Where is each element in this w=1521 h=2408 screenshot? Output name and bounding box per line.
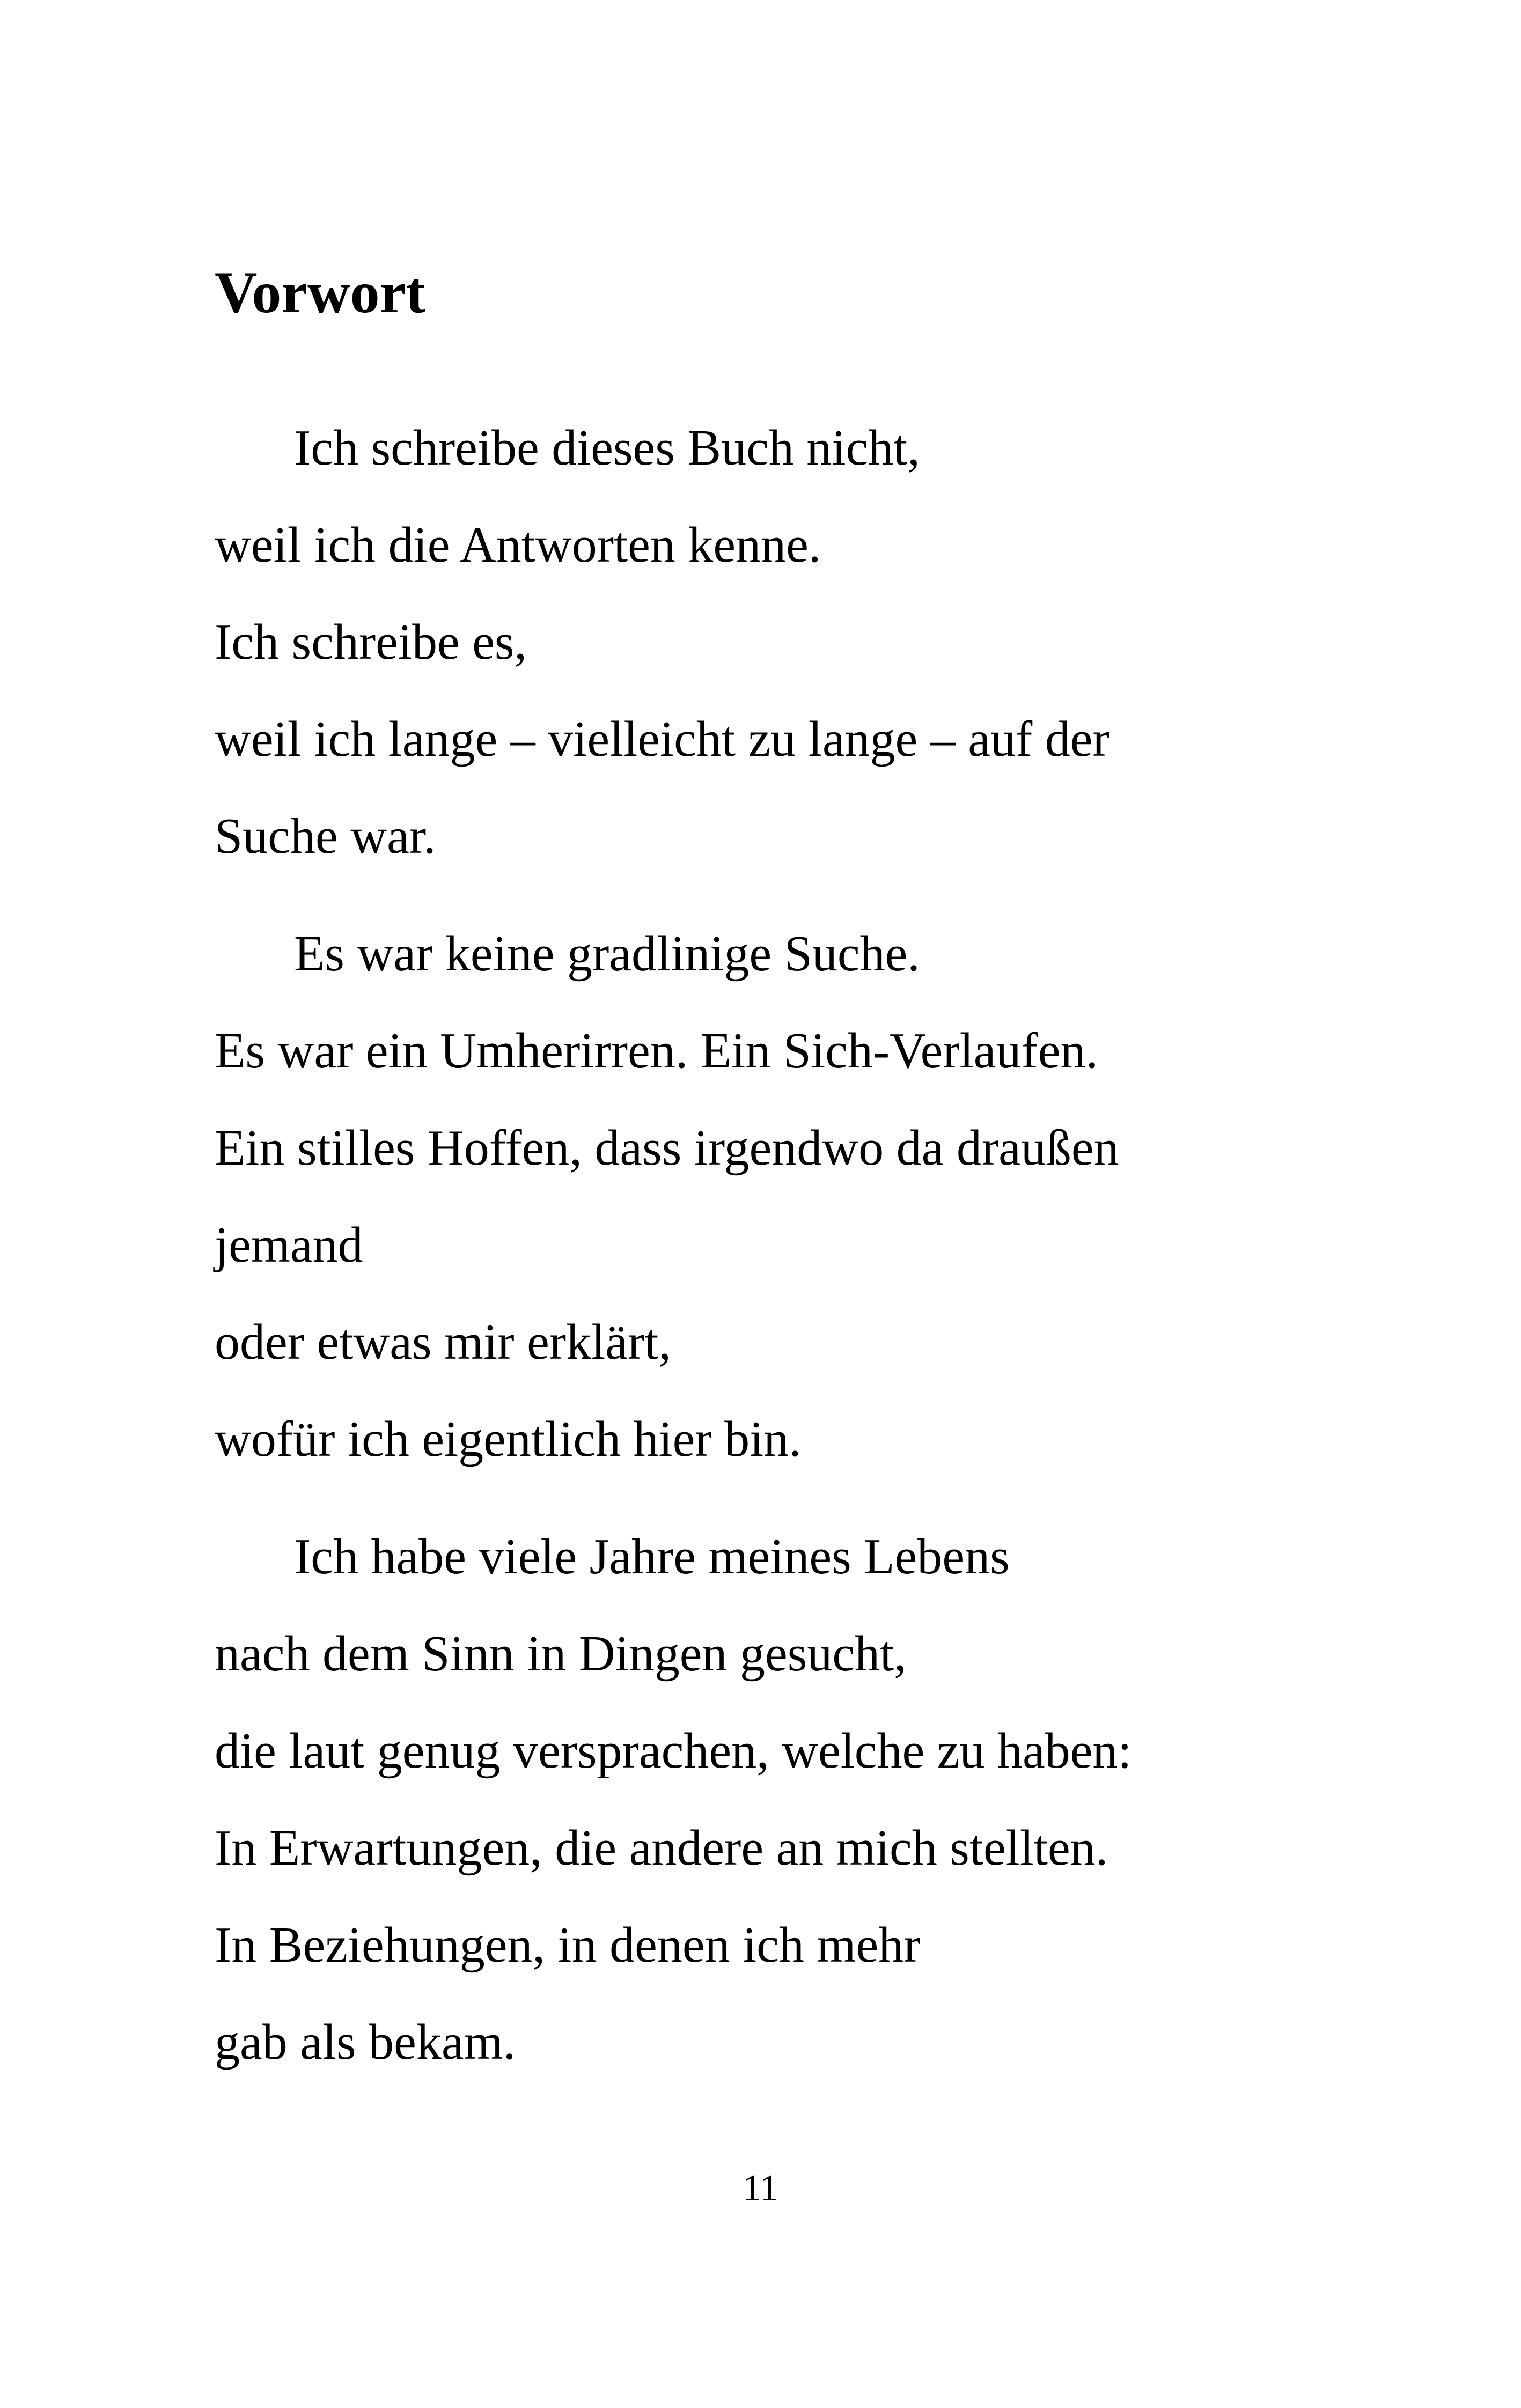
- text-line: Ich habe viele Jahre meines Lebens: [294, 1529, 1010, 1585]
- page-number: 11: [742, 2168, 779, 2209]
- text-line: Es war keine gradlinige Suche.: [294, 926, 920, 982]
- text-line: Suche war.: [215, 808, 436, 864]
- paragraph-2: [215, 905, 1119, 1488]
- paragraph-1: [215, 400, 1109, 885]
- text-line: In Erwartungen, die andere an mich stellten.: [215, 1820, 1108, 1876]
- text-line: Ich schreibe es,: [215, 614, 527, 670]
- paragraph-3: [215, 1508, 1132, 2091]
- text-line: In Beziehungen, in denen ich mehr: [215, 1917, 921, 1973]
- text-line: weil ich lange – vielleicht zu lange – auf der: [215, 711, 1109, 767]
- text-line: Ein stilles Hoffen, dass irgendwo da draußen: [215, 1120, 1119, 1176]
- text-line: Es war ein Umherirren. Ein Sich-Verlaufen.: [215, 1023, 1099, 1079]
- text-line: Ich schreibe dieses Buch nicht,: [294, 420, 920, 476]
- text-line: weil ich die Antworten kenne.: [215, 517, 821, 573]
- chapter-title: Vorwort: [215, 260, 426, 325]
- text-line: die laut genug versprachen, welche zu haben:: [215, 1723, 1132, 1779]
- text-line: wofür ich eigentlich hier bin.: [215, 1411, 802, 1467]
- text-line: nach dem Sinn in Dingen gesucht,: [215, 1626, 907, 1682]
- text-line: gab als bekam.: [215, 2014, 516, 2070]
- text-line: jemand: [215, 1217, 363, 1273]
- text-line: oder etwas mir erklärt,: [215, 1314, 671, 1370]
